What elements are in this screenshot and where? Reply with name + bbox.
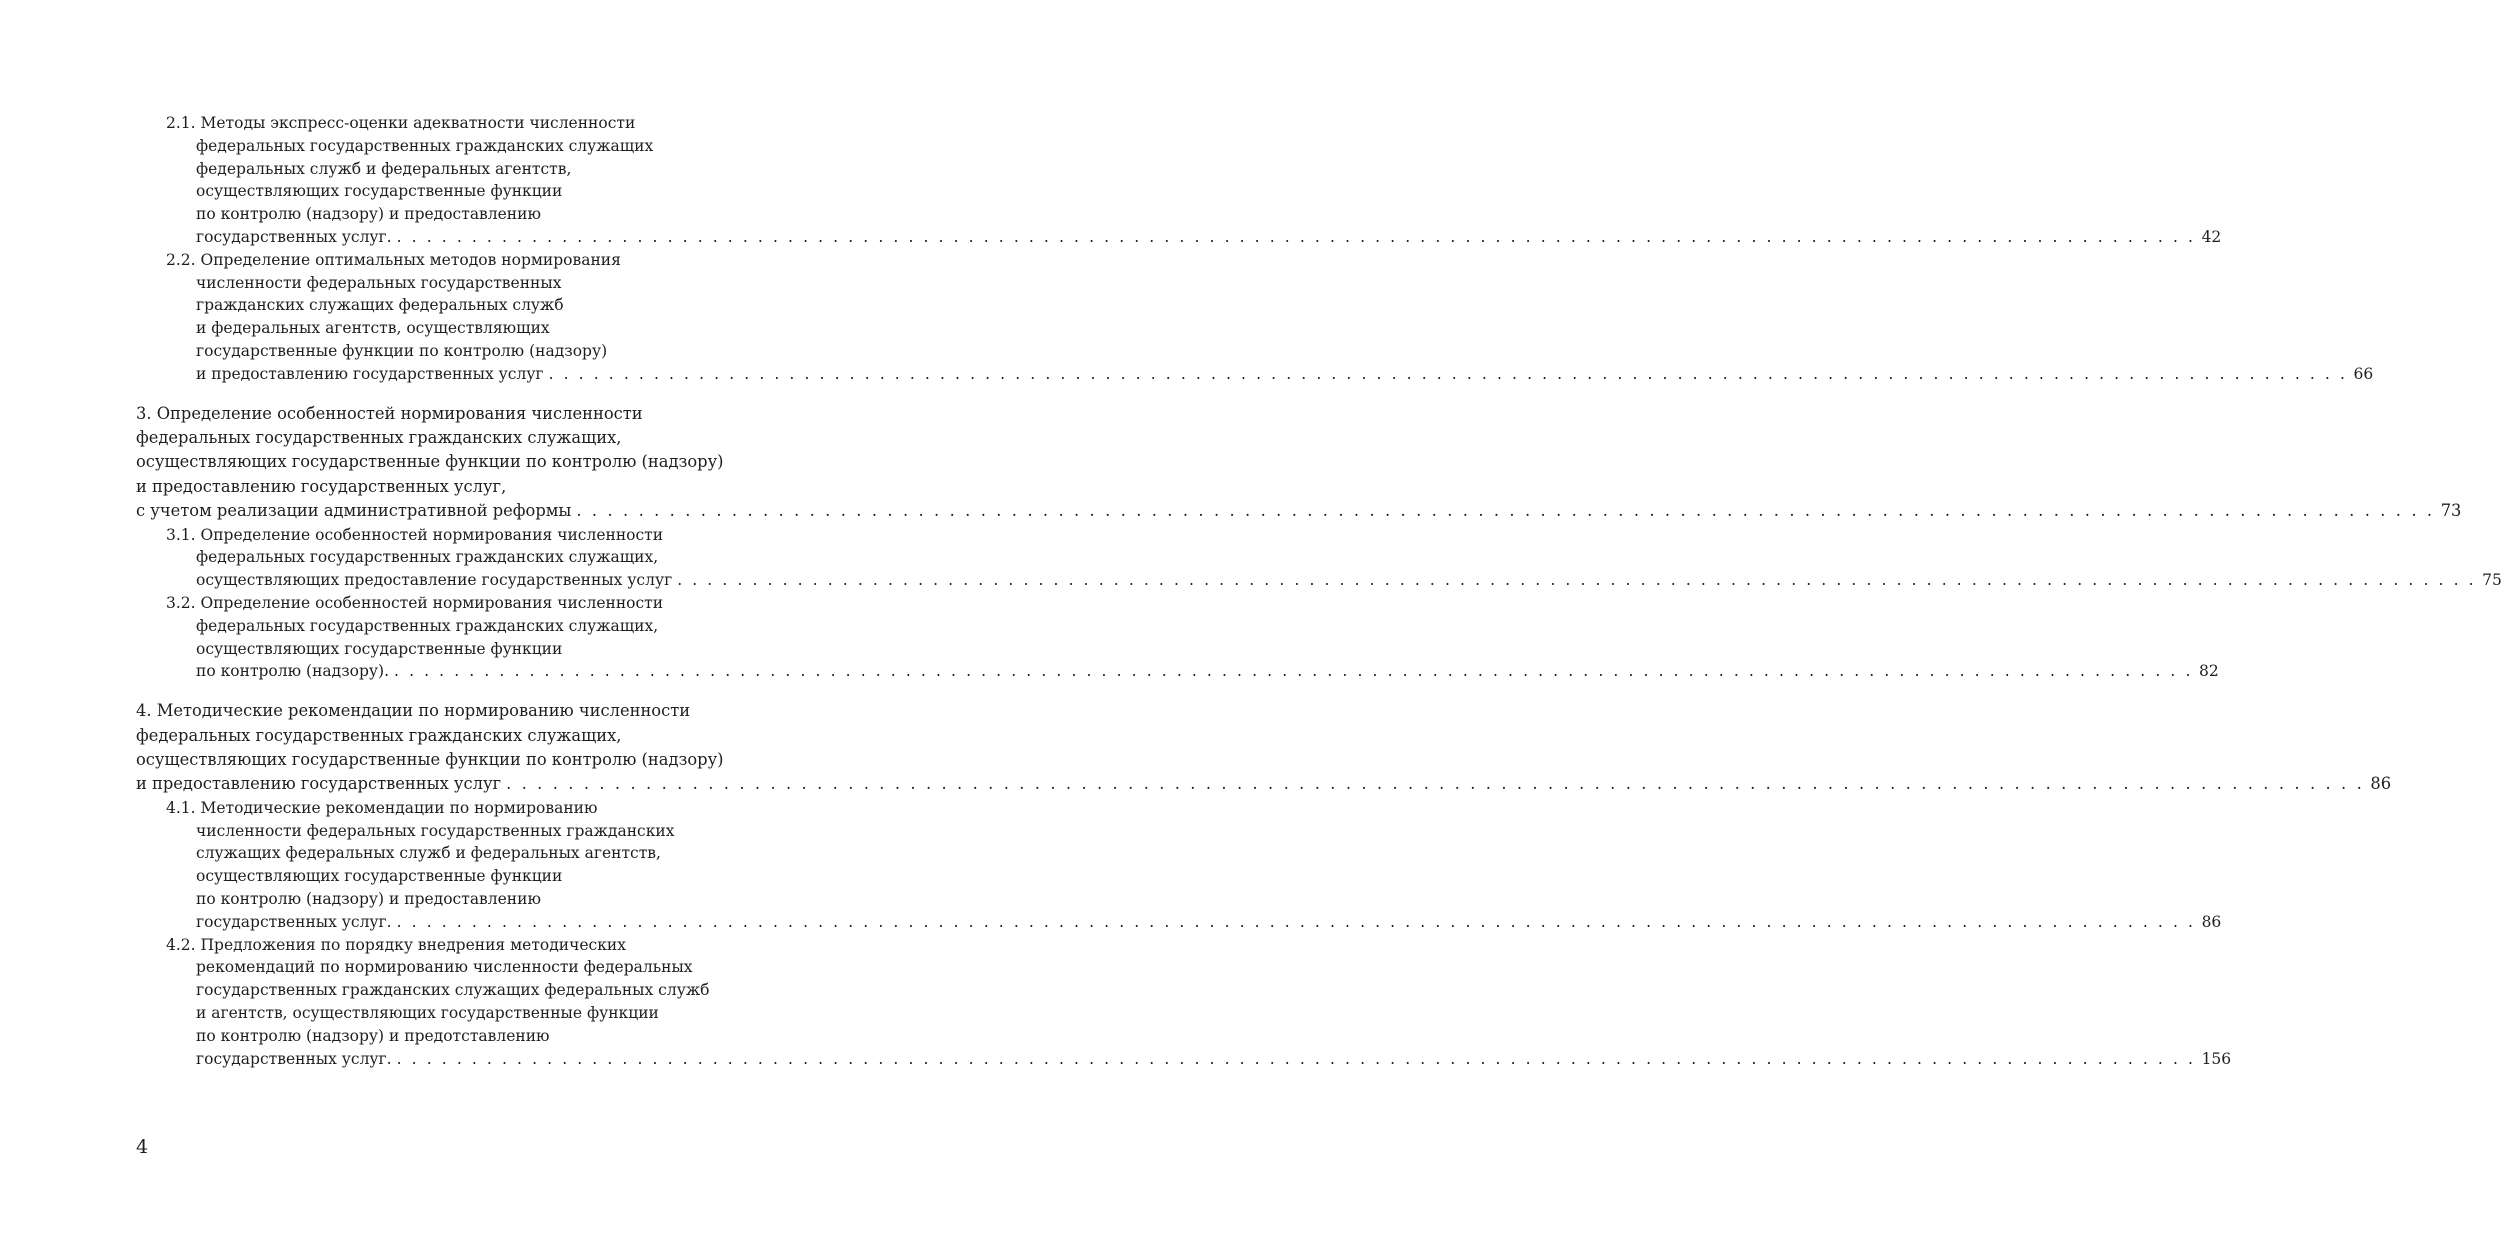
dot-leader: . . . . . . . . . . . . . . . . . . . . . . . . . . . . . . . . . . . . . . . . . . . . . . . . . . . . . . . . . . . . . . . . . . . . . . . . . . . . . . . . . . . . . . . . . . . . . . . . . . . . . . . . . . . . . . . . . . . . . . . . xyxy=(396,912,2196,931)
toc-line-text: федеральных государственных гражданских служащих, xyxy=(196,548,659,567)
dot-leader: . . . . . . . . . . . . . . . . . . . . . . . . . . . . . . . . . . . . . . . . . . . . . . . . . . . . . . . . . . . . . . . . . . . . . . . . . . . . . . . . . . . . . . . . . . . . . . . . . . . . . . . . . . . . . . . . . . . . . . . . xyxy=(394,662,2193,681)
toc-line-text: государственных услуг. xyxy=(196,1049,392,1068)
toc-line xyxy=(166,112,720,135)
toc-line-text: 4.2. Предложения по порядку внедрения методических xyxy=(166,935,626,954)
toc-line-text: государственных услуг. xyxy=(196,912,392,931)
toc-line xyxy=(166,294,720,317)
toc-line xyxy=(166,180,720,203)
toc-line xyxy=(136,475,720,499)
table-of-contents xyxy=(136,112,2502,1070)
toc-line xyxy=(166,797,720,820)
toc-line xyxy=(166,888,720,911)
toc-page-number: 86 xyxy=(2201,912,2222,931)
toc-line-text: осуществляющих государственные функции по контролю (надзору) xyxy=(136,749,724,769)
toc-entry-4[interactable] xyxy=(136,699,2392,797)
toc-line xyxy=(166,363,2374,386)
toc-line xyxy=(166,1048,2232,1071)
toc-line xyxy=(166,546,720,569)
toc-line xyxy=(166,820,720,843)
toc-line xyxy=(136,724,720,748)
toc-line-text: 3. Определение особенностей нормирования численности xyxy=(136,403,643,423)
toc-line-text: 3.2. Определение особенностей нормирования численности xyxy=(166,593,664,612)
dot-leader: . . . . . . . . . . . . . . . . . . . . . . . . . . . . . . . . . . . . . . . . . . . . . . . . . . . . . . . . . . . . . . . . . . . . . . . . . . . . . . . . . . . . . . . . . . . . . . . . . . . . . . . . . . . . . . . . . . . . . . . . xyxy=(506,774,2365,794)
toc-page-number: 66 xyxy=(2353,364,2374,383)
toc-line xyxy=(136,699,720,723)
toc-line xyxy=(166,934,720,957)
toc-line-text: рекомендаций по нормированию численности федеральных xyxy=(196,958,693,977)
toc-line xyxy=(166,272,720,295)
toc-line-text: по контролю (надзору) и предоставлению xyxy=(196,889,541,908)
toc-line xyxy=(166,524,720,547)
page-number: 4 xyxy=(136,1136,149,1158)
toc-line xyxy=(136,450,724,474)
toc-page-number: 86 xyxy=(2370,774,2392,794)
toc-line xyxy=(136,402,720,426)
toc-line-text: по контролю (надзору). xyxy=(196,662,390,681)
toc-line xyxy=(136,772,2392,796)
toc-line-text: и предоставлению государственных услуг, xyxy=(136,476,507,496)
toc-line xyxy=(166,842,720,865)
toc-line-text: служащих федеральных служб и федеральных агентств, xyxy=(196,844,661,863)
section-gap xyxy=(136,683,720,699)
toc-line-text: осуществляющих государственные функции по контролю (надзору) xyxy=(136,452,724,472)
dot-leader: . . . . . . . . . . . . . . . . . . . . . . . . . . . . . . . . . . . . . . . . . . . . . . . . . . . . . . . . . . . . . . . . . . . . . . . . . . . . . . . . . . . . . . . . . . . . . . . . . . . . . . . . . . . . . . . . . . . . . . . . xyxy=(576,501,2435,521)
toc-line xyxy=(166,569,2502,592)
toc-line-text: государственных гражданских служащих федеральных служб xyxy=(196,981,710,1000)
toc-entry-2-1[interactable] xyxy=(136,112,2222,249)
toc-line-text: федеральных государственных гражданских служащих, xyxy=(136,725,622,745)
toc-page-number: 73 xyxy=(2440,501,2462,521)
toc-line xyxy=(136,499,2462,523)
toc-line-text: осуществляющих государственные функции xyxy=(196,867,563,886)
toc-line xyxy=(166,135,720,158)
toc-line-text: федеральных государственных гражданских служащих xyxy=(196,136,654,155)
toc-line-text: гражданских служащих федеральных служб xyxy=(196,296,564,315)
toc-line-text: 4. Методические рекомендации по нормированию численности xyxy=(136,701,691,721)
toc-line-text: 4.1. Методические рекомендации по нормированию xyxy=(166,798,598,817)
toc-line-text: 3.1. Определение особенностей нормирования численности xyxy=(166,525,664,544)
toc-line xyxy=(166,1025,720,1048)
toc-entry-2-2[interactable] xyxy=(136,249,2374,386)
toc-line xyxy=(166,660,2219,683)
section-gap xyxy=(136,386,720,402)
toc-line-text: 2.2. Определение оптимальных методов нормирования xyxy=(166,250,621,269)
toc-line xyxy=(166,956,720,979)
toc-line-text: и предоставлению государственных услуг xyxy=(196,364,544,383)
toc-page-number: 75 xyxy=(2482,571,2502,590)
toc-line-text: государственные функции по контролю (надзору) xyxy=(196,341,608,360)
dot-leader: . . . . . . . . . . . . . . . . . . . . . . . . . . . . . . . . . . . . . . . . . . . . . . . . . . . . . . . . . . . . . . . . . . . . . . . . . . . . . . . . . . . . . . . . . . . . . . . . . . . . . . . . . . . . . . . . . . . . . . . . xyxy=(677,571,2477,590)
toc-page-number: 42 xyxy=(2201,227,2222,246)
toc-line-text: 2.1. Методы экспресс-оценки адекватности численности xyxy=(166,114,636,132)
toc-line xyxy=(166,592,720,615)
toc-line xyxy=(136,426,720,450)
toc-line-text: государственных услуг. xyxy=(196,227,392,246)
toc-page-number: 82 xyxy=(2198,662,2219,681)
toc-entry-3[interactable] xyxy=(136,402,2462,524)
toc-line xyxy=(136,748,724,772)
toc-line-text: по контролю (надзору) и предотставлению xyxy=(196,1026,550,1045)
toc-line xyxy=(166,340,720,363)
toc-line-text: и предоставлению государственных услуг xyxy=(136,774,502,794)
toc-line-text: осуществляющих предоставление государственных услуг xyxy=(196,571,673,590)
toc-line-text: федеральных служб и федеральных агентств, xyxy=(196,159,572,178)
toc-line-text: по контролю (надзору) и предоставлению xyxy=(196,205,541,224)
dot-leader: . . . . . . . . . . . . . . . . . . . . . . . . . . . . . . . . . . . . . . . . . . . . . . . . . . . . . . . . . . . . . . . . . . . . . . . . . . . . . . . . . . . . . . . . . . . . . . . . . . . . . . . . . . . . . . . . . . . . . . . . xyxy=(396,1049,2196,1068)
toc-line xyxy=(166,249,720,272)
toc-entry-4-1[interactable] xyxy=(136,797,2222,934)
toc-entry-3-1[interactable] xyxy=(136,524,2502,592)
toc-line-text: численности федеральных государственных xyxy=(196,273,562,292)
toc-line xyxy=(166,979,720,1002)
toc-line-text: и агентств, осуществляющих государственные функции xyxy=(196,1003,659,1022)
toc-line xyxy=(166,911,2222,934)
toc-line-text: с учетом реализации административной реформы xyxy=(136,501,572,521)
toc-entry-4-2[interactable] xyxy=(136,934,2232,1071)
toc-line xyxy=(166,1002,720,1025)
toc-line-text: численности федеральных государственных гражданских xyxy=(196,821,675,840)
toc-line xyxy=(166,226,2222,249)
dot-leader: . . . . . . . . . . . . . . . . . . . . . . . . . . . . . . . . . . . . . . . . . . . . . . . . . . . . . . . . . . . . . . . . . . . . . . . . . . . . . . . . . . . . . . . . . . . . . . . . . . . . . . . . . . . . . . . . . . . . . . . . xyxy=(396,227,2196,246)
toc-line xyxy=(166,158,720,181)
toc-line xyxy=(166,615,720,638)
toc-page-number: 156 xyxy=(2201,1049,2232,1068)
dot-leader: . . . . . . . . . . . . . . . . . . . . . . . . . . . . . . . . . . . . . . . . . . . . . . . . . . . . . . . . . . . . . . . . . . . . . . . . . . . . . . . . . . . . . . . . . . . . . . . . . . . . . . . . . . . . . . . . . . . . . . . . xyxy=(548,364,2348,383)
toc-line-text: федеральных государственных гражданских служащих, xyxy=(196,616,659,635)
toc-line xyxy=(166,203,720,226)
toc-line xyxy=(166,317,720,340)
toc-line xyxy=(166,865,720,888)
toc-line-text: осуществляющих государственные функции xyxy=(196,639,563,658)
toc-line-text: осуществляющих государственные функции xyxy=(196,182,563,201)
toc-line-text: и федеральных агентств, осуществляющих xyxy=(196,319,550,338)
toc-entry-3-2[interactable] xyxy=(136,592,2219,683)
toc-line xyxy=(166,638,720,661)
toc-line-text: федеральных государственных гражданских служащих, xyxy=(136,427,622,447)
